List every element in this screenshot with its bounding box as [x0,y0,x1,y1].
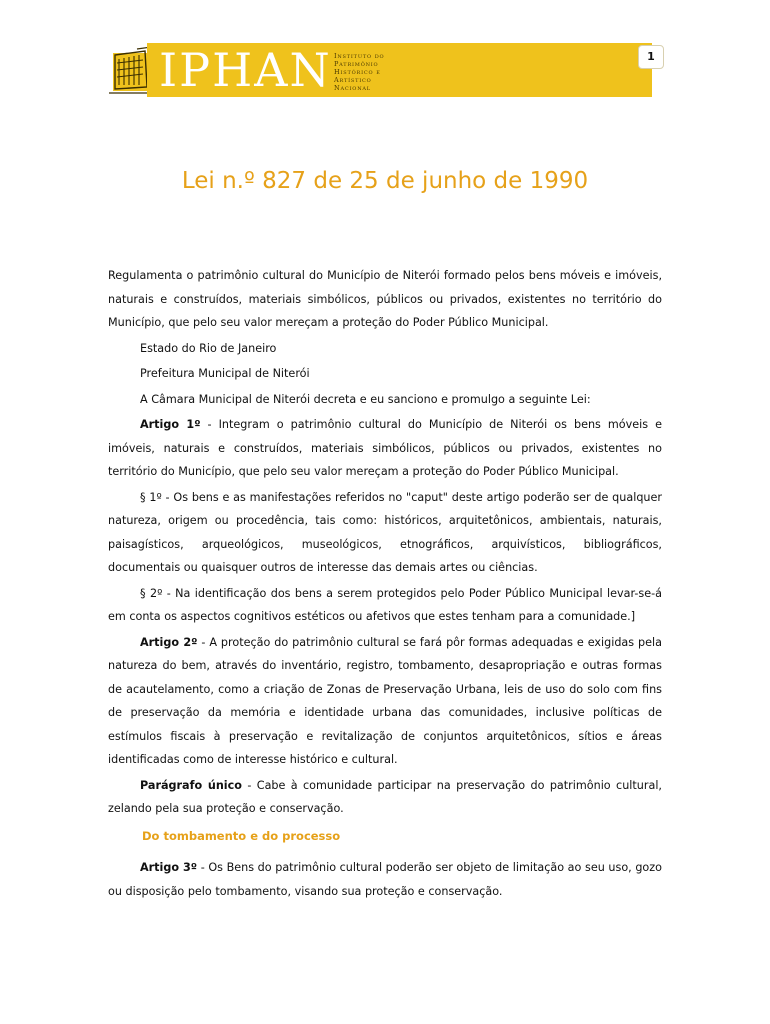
article-1-label: Artigo 1º [140,418,201,431]
article-2 [108,631,662,772]
decree-line: A Câmara Municipal de Niterói decreta e eu sanciono e promulgo a seguinte Lei: [140,392,591,406]
article-3-text: - Os Bens do patrimônio cultural poderão ser objeto de limitação ao seu uso, gozo ou disposição pelo tombamento, visando sua proteção e conservação. [108,861,662,898]
subtitle-line: Nacional [334,84,371,92]
article-3 [108,856,662,903]
document-title: Lei n.º 827 de 25 de junho de 1990 [181,168,589,194]
paragraph-2: § 2º - Na identificação dos bens a serem protegidos pelo Poder Público Municipal levar-se-á em conta os aspectos cognitivos estéticos ou afetivos que estes tenham para a comunidade.] [108,586,662,623]
state-line: Estado do Rio de Janeiro [140,341,277,355]
article-2-label: Artigo 2º [140,635,198,649]
logo-wordmark: IPHAN [159,43,332,97]
article-3-label: Artigo 3º [140,861,198,874]
article-2-text: - A proteção do patrimônio cultural se fará pôr formas adequadas e exigidas pela natureza do bem, através do inventário, registro, tombamento, desapropriação e outras formas de acautelamento, como a criação de Zonas de Preservação Urbana, leis de uso do solo com fins de preservação da memória e identidade urbana das comunidades, inclusive políticas de estímulos fiscais à preservação e revitalização de conjuntos arquitetônicos, sítios e áreas identificadas como de interesse histórico e cultural. [108,635,662,766]
subtitle-line: Histórico e [334,68,381,76]
document-body [108,264,662,905]
subtitle-line: Patrimônio [334,60,379,68]
prefeitura-line: Prefeitura Municipal de Niterói [140,367,310,380]
intro-paragraph: Regulamenta o patrimônio cultural do Município de Niterói formado pelos bens móveis e imóveis, naturais e construídos, materiais simbólicos, públicos ou privados, existentes no território do Município, que pelo seu valor mereçam a proteção do Poder Público Municipal. [108,269,662,329]
page-number: 1 [638,45,664,69]
article-1 [108,413,662,484]
iphan-header [107,43,652,97]
subtitle-line: Instituto do [334,52,385,60]
subtitle-line: Artístico [334,76,372,84]
paragraph-1: § 1º - Os bens e as manifestações referidos no "caput" deste artigo poderão ser de qualquer natureza, origem ou procedência, tais como: históricos, arquitetônicos, ambientais, naturais, paisagísticos, arqueológicos, museológicos, etnográficos, arquivísticos, bibliográficos, documentais ou quaisquer outros de interesse das demais artes ou ciências. [108,490,662,574]
paragrafo-unico [108,774,662,821]
paragrafo-unico-text: - Cabe à comunidade participar na preservação do patrimônio cultural, zelando pela sua proteção e conservação. [108,778,662,815]
paragrafo-unico-label: Parágrafo único [140,778,242,792]
article-1-text: - Integram o patrimônio cultural do Município de Niterói os bens móveis e imóveis, naturais e construídos, materiais simbólicos, públicos ou privados, existentes no território do Município, que pelo seu valor mereçam a proteção do Poder Público Municipal. [108,418,662,478]
logo-subtitle [334,52,414,92]
section-heading: Do tombamento e do processo [142,828,341,843]
